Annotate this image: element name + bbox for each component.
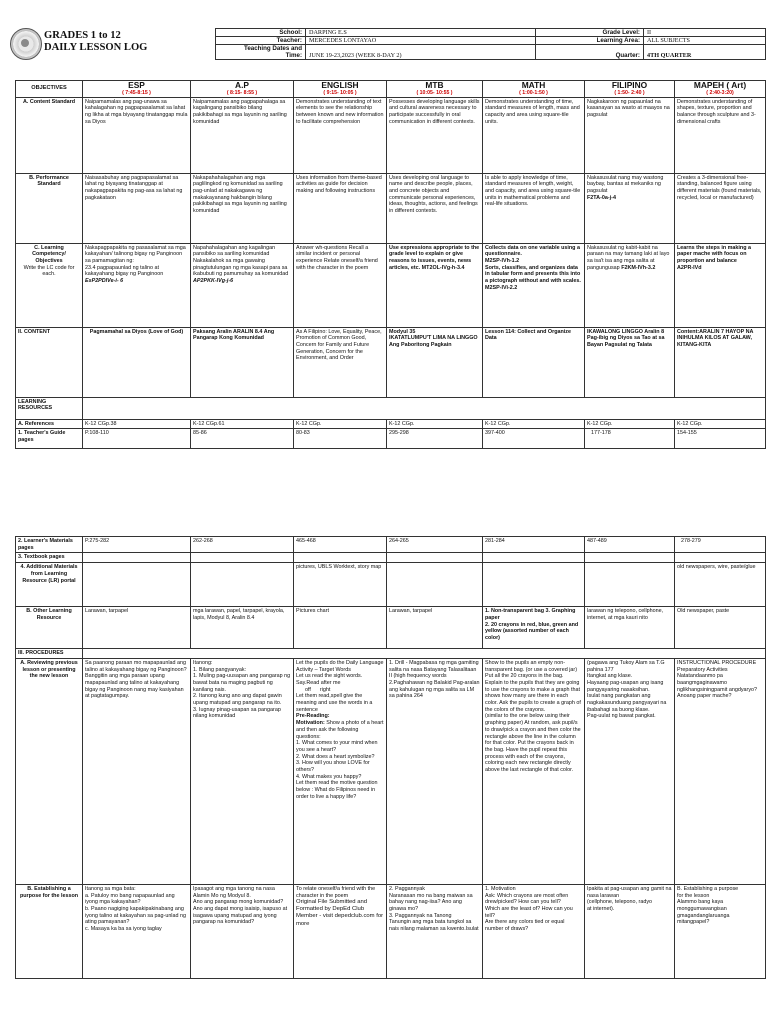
- other-resource-label: B. Other Learning Resource: [16, 607, 83, 649]
- cell-review-english: Let the pupils do the Daily Language Activity – Target Words Let us read the sight words. Say.Read after me off right Let them read,spell give the meaning and use the words in a sentence Pre-Reading: Motivation: Show a photo of a heart and then ask the following questions: 1. What comes to your mind when you see a heart? 2. What does a heart symbolize? 3. How will you show LOVE for others? 4. What makes you happy? Let them read the motive question below : What do Filipinos need in order to live a happy life?: [294, 658, 387, 884]
- time-math: ( 1:00-1:50 ): [483, 90, 585, 97]
- cell-tg-english: 80-83: [294, 429, 387, 449]
- cell-perf-std-filipino: Nakasusulat nang may wastong baybay, bantas at mekaniks ng pagsulat F2TA-0a-j-4: [585, 173, 675, 243]
- content-label: II. CONTENT: [16, 327, 83, 397]
- lesson-log-table: [15, 80, 766, 449]
- school-value: DARPING E.S: [306, 29, 536, 37]
- cell-content-std-mapeh: Demonstrates understanding of shapes, texture, proportion and balance through sculpture and 3-dimensional crafts: [675, 97, 766, 173]
- cell-perf-std-english: Uses information from theme-based activities as guide for decision making and following instructions: [294, 173, 387, 243]
- cell-tg-filipino: 177-178: [585, 429, 675, 449]
- learning-resources-label: LEARNING RESOURCES: [16, 397, 83, 419]
- cell-content-std-english: Demonstrates understanding of text elements to see the relationship between known and new information to facilitate comprehension: [294, 97, 387, 173]
- cell-purpose-esp: Itanong sa mga bata: a. Patuloy mo bang napapaunlad ang iyong mga kakayahan? b. Paano nagiging kapakipakinabang ang iyong talino at kakayahan sa pag-unlad ng ating pamayanan? c. Masaya ka ba sa iyong taglay: [83, 884, 191, 978]
- cell-perf-std-esp: Naisasabuhay ang pagpapasalamat sa lahat ng biyayang tinatanggap at nakapagpapakita ng pag-asa sa lahat ng pagkakataon: [83, 173, 191, 243]
- cell-perf-std-mtb: Uses developing oral language to name and describe people, places, and concrete objects and communicate personal experiences, ideas, thoughts, actions, and feelings in different contexts.: [387, 173, 483, 243]
- cell-content-ap: Paksang Aralin ARALIN 8.4 Ang Pangarap Kong Komunidad: [191, 327, 294, 397]
- cell-lm-mapeh: 278-279: [675, 537, 766, 553]
- subject-math: MATH: [483, 81, 585, 91]
- content-standard-label: A. Content Standard: [16, 97, 83, 173]
- cell-content-mtb: Modyul 35 IKATATLUMPU'T LIMA NA LINGGO Ang Paboritong Pagkain: [387, 327, 483, 397]
- cell-content-math: Lesson 114: Collect and Organize Data: [483, 327, 585, 397]
- title-grades: GRADES 1 to 12: [44, 30, 121, 41]
- cell-content-std-math: Demonstrates understanding of time, standard measures of length, mass and capacity and area using square-tile units.: [483, 97, 585, 173]
- cell-competency-esp: Nakapagpapakita ng pasasalamat sa mga kakayahan/ talinong bigay ng Panginoon sa pamamagitan ng: 23.4 pagpapaunlad ng talino at kakayahang bigay ng Panginoon EsP2PDIVe-i- 6: [83, 243, 191, 327]
- cell-tg-mapeh: 154-155: [675, 429, 766, 449]
- cell-ref-english: K-12 CGp.: [294, 419, 387, 429]
- cell-competency-english: Answer wh-questions Recall a similar incident or personal experience Relate oneself/a friend with the character in the poem: [294, 243, 387, 327]
- cell-add-math: [483, 563, 585, 607]
- cell-ref-filipino: K-12 CGp.: [585, 419, 675, 429]
- cell-purpose-mapeh: B. Establishing a purpose for the lesson Alammo bang kaya monggumawangisan gmagandanglaruanga mitangpapel?: [675, 884, 766, 978]
- subject-ap: A.P: [191, 81, 294, 91]
- cell-tb-esp: [83, 553, 191, 563]
- grade-label: Grade Level:: [536, 29, 644, 37]
- cell-content-std-filipino: Nagkakaroon ng papaunlad na kasanayan sa wasto at maayos na pagsulat: [585, 97, 675, 173]
- learners-materials-label: 2. Learner's Materials pages: [16, 537, 83, 553]
- cell-other-filipino: larawan ng telepono, cellphone, internet, at mga kauri nito: [585, 607, 675, 649]
- cell-tg-ap: 85-86: [191, 429, 294, 449]
- cell-review-mtb: 1. Drill - Magpabasa ng mga gamiting salita na nasa Batayang Talasalitaan II (high frequency words 2.Paghahawan ng Balakid Pag-aralan ang kahulugan ng mga salita sa LM sa pahina 264: [387, 658, 483, 884]
- cell-purpose-filipino: Ipakita at pag-usapan ang gamit na nasa larawan (cellphone, telepono, radyo at internet).: [585, 884, 675, 978]
- cell-lm-math: 281-284: [483, 537, 585, 553]
- performance-standard-label: B. Performance Standard: [16, 173, 83, 243]
- procedures-label: III. PROCEDURES: [16, 649, 83, 659]
- cell-tg-math: 397-400: [483, 429, 585, 449]
- cell-tb-mapeh: [675, 553, 766, 563]
- cell-other-ap: mga larawan, papel, tarpapel, krayola, lapis, Modyul 8, Aralin 8.4: [191, 607, 294, 649]
- cell-ref-mapeh: K-12 CGp.: [675, 419, 766, 429]
- dll-page-2: [0, 530, 768, 1024]
- cell-other-mapeh: Old newspaper, paste: [675, 607, 766, 649]
- cell-review-esp: Sa paanong paraan mo mapapaunlad ang talino at kakayahang bigay ng Panginoon? Banggitin ang mga paraan upang mapapaunlad ang talino at kakayahang bigay ng Panginoon nang may kasiyahan at pagtatagumpay.: [83, 658, 191, 884]
- cell-perf-std-mapeh: Creates a 3-dimensional free-standing, balanced figure using different materials (found materials, recycled, local or manufactured): [675, 173, 766, 243]
- cell-competency-math: Collects data on one variable using a questionnaire. M2SP-IVh-1.2 Sorts, classifies, and organizes data in tabular form and presents this into a pictograph without and with scales. M2SP-IVi-2.2: [483, 243, 585, 327]
- cell-content-esp: Pagmamahal sa Diyos (Love of God): [83, 327, 191, 397]
- cell-tg-mtb: 295-298: [387, 429, 483, 449]
- quarter-value: 4TH QUARTER: [644, 45, 766, 60]
- teachers-guide-label: 1. Teacher's Guide pages: [16, 429, 83, 449]
- depedclub-note: Original File Submitted and Formatted by DepEd Club Member - visit depedclub.com for more: [296, 899, 384, 927]
- lesson-log-table-continued: [15, 536, 766, 979]
- subject-mapeh: MAPEH ( Art): [675, 81, 766, 91]
- cell-other-mtb: Larawan, tarpapel: [387, 607, 483, 649]
- cell-ref-mtb: K-12 CGp.: [387, 419, 483, 429]
- references-label: A. References: [16, 419, 83, 429]
- cell-competency-filipino: Nakasusulat ng kabit-kabit na paraan na may tamang laki at layo sa isa't isa ang mga salita at pangungusap F2KM-IVh-3.2: [585, 243, 675, 327]
- cell-review-ap: Itanong: 1. Bilang pangyanyak: 1. Muling pag-uusapan ang pangarap ng bawat bata na maging pagbuti ng kanilang nais. 2. Itanong kung ano ang dapat gawin upang matupad ang pangarap na ito. 3. Iugnay pinag-usapan sa pangarap nilang komunidad: [191, 658, 294, 884]
- grade-value: II: [644, 29, 766, 37]
- time-filipino: ( 1:50- 2:40 ): [585, 90, 675, 97]
- cell-add-english: pictures, UBLS Worktext, story map: [294, 563, 387, 607]
- cell-ref-math: K-12 CGp.: [483, 419, 585, 429]
- objectives-label: OBJECTIVES: [16, 81, 83, 98]
- cell-tb-english: [294, 553, 387, 563]
- cell-add-filipino: [585, 563, 675, 607]
- cell-tb-mtb: [387, 553, 483, 563]
- dates-value: JUNE 19-23,2023 (WEEK 8-DAY 2): [306, 45, 536, 60]
- cell-perf-std-math: Is able to apply knowledge of time, standard measures of length, weight, and capacity, and area using square-tile units in mathematical problems and real-life situations.: [483, 173, 585, 243]
- cell-purpose-ap: Ipasagot ang mga tanong na nasa Alamin Mo ng Modyul 8. Ano ang pangarap mong komunidad? Ano ang dapat mong isaisip, isapuso at isagawa upang matupad ang iyong pangarap na komunidad?: [191, 884, 294, 978]
- subject-filipino: FILIPINO: [585, 81, 675, 91]
- time-ap: ( 8:15- 8:55 ): [191, 90, 294, 97]
- cell-add-mtb: [387, 563, 483, 607]
- cell-tg-esp: P.108-110: [83, 429, 191, 449]
- school-label: School:: [216, 29, 306, 37]
- cell-purpose-mtb: 2. Paggannyak Naranasan mo na bang maiwan sa bahay nang nag-iisa? Ano ang ginawa mo? 3. Paggannyak na Tanong Tanungin ang mga bata tungkol sa nais nilang malaman sa kwento.Isulat: [387, 884, 483, 978]
- cell-other-math: 1. Non-transparent bag 3. Graphing paper 2. 20 crayons in red, blue, green and yellow (assorted number of each color): [483, 607, 585, 649]
- cell-review-mapeh: INSTRUCTIONAL PROCEDURE Preparatory Activities Natatandaanmo pa baangmgaginawamo nglikhangsiningpamit angdyaryo? Anoang paper mache?: [675, 658, 766, 884]
- cell-ref-esp: K-12 CGp.38: [83, 419, 191, 429]
- cell-content-std-ap: Naipamamalas ang pagpapahalaga sa kagalingang pansibiko bilang pakikibahagi sa mga layunin ng sariling komunidad: [191, 97, 294, 173]
- cell-content-std-esp: Naipamamalas ang pag-unawa sa kahalagahan ng pagpapasalamat sa lahat ng likha at mga biyayang tinatanggap mula sa Diyos: [83, 97, 191, 173]
- textbook-label: 3. Textbook pages: [16, 553, 83, 563]
- cell-content-std-mtb: Possesses developing language skills and cultural awareness necessary to participate successfully in oral communication in different contexts.: [387, 97, 483, 173]
- cell-tb-ap: [191, 553, 294, 563]
- cell-content-mapeh: Content:ARALIN 7 HAYOP NA INIHULMA KILOS AT GALAW, KITANG-KITA: [675, 327, 766, 397]
- cell-lm-filipino: 487-489: [585, 537, 675, 553]
- cell-perf-std-ap: Nakapahahalagahan ang mga paglilingkod ng komunidad sa sariling pag-unlad at nakakagawa ng makakayanang hakbangin bilang pakikibahagi sa mga layunin ng sariling komunidad: [191, 173, 294, 243]
- cell-ref-ap: K-12 CGp.61: [191, 419, 294, 429]
- deped-seal-icon: [10, 28, 42, 60]
- dll-page-1: [0, 0, 768, 472]
- quarter-label: Quarter:: [536, 45, 644, 60]
- cell-competency-mtb: Use expressions appropriate to the grade level to explain or give reasons to issues, events, news articles, etc. MT2OL-IVg-h-3.4: [387, 243, 483, 327]
- cell-review-math: Show to the pupils an empty non-transparent bag. (or use a covered jar) Put all the 20 crayons in the bag. Explain to the pupils that they are going to use the crayons to make a graph that shows how many are there in each color. Ask the pupils to create a graph of the colors of the crayons. (similar to the one below using their graphing paper) At random, ask pupil/s to draw/pick a crayon and then color the rectangle above the line in the column for that color. Put the crayons back in the bag. Have the pupil repeat this process with each of the crayons, coloring each new rectangle directly above the last rectangle of that color.: [483, 658, 585, 884]
- cell-content-filipino: IKAWALONG LINGGO Aralin 8 Pag-ibig ng Diyos sa Tao at sa Bayan Pagsulat ng Talata: [585, 327, 675, 397]
- teacher-value: MERCEDES LONTAYAO: [306, 37, 536, 45]
- cell-lm-english: 465-468: [294, 537, 387, 553]
- teacher-label: Teacher:: [216, 37, 306, 45]
- cell-add-esp: [83, 563, 191, 607]
- cell-learning-resources: [83, 397, 766, 419]
- cell-competency-mapeh: Learns the steps in making a paper mache with focus on proportion and balance A2PR-IVd: [675, 243, 766, 327]
- cell-lm-esp: P.275-282: [83, 537, 191, 553]
- cell-tb-filipino: [585, 553, 675, 563]
- cell-add-ap: [191, 563, 294, 607]
- dates-label: Teaching Dates and Time:: [216, 45, 306, 60]
- time-english: ( 9:15- 10:05 ): [294, 90, 387, 97]
- subject-esp: ESP: [83, 81, 191, 91]
- cell-lm-ap: 262-268: [191, 537, 294, 553]
- area-label: Learning Area:: [536, 37, 644, 45]
- cell-tb-math: [483, 553, 585, 563]
- subject-mtb: MTB: [387, 81, 483, 91]
- title-dll: DAILY LESSON LOG: [44, 42, 148, 53]
- reviewing-label: A. Reviewing previous lesson or presenting the new lesson: [16, 658, 83, 884]
- area-value: ALL SUBJECTS: [644, 37, 766, 45]
- cell-other-english: Pictures chart: [294, 607, 387, 649]
- time-esp: ( 7:45-8:15 ): [83, 90, 191, 97]
- subject-english: ENGLISH: [294, 81, 387, 91]
- competency-label: C. Learning Competency/ Objectives Write the LC code for each.: [16, 243, 83, 327]
- header-info-table: [215, 28, 766, 60]
- cell-review-filipino: (pagawa ang Tukoy Alam sa T.G pahina 177 Itangkat ang klase. Hayaang pag-usapan ang isang pangyayaring nasaksihan. Isulat nang pangkatan ang nagkakasunduang pangyayari na ibabahagi sa buong klase. Pag-uulat ng bawat pangkat.: [585, 658, 675, 884]
- cell-purpose-math: 1. Motivation Ask: Which crayons are most often drew/picked? How can you tell? Which are the least of? How can you tell? Are there any colors tied or equal number of draws?: [483, 884, 585, 978]
- cell-add-mapeh: old newspapers, wire, paste/glue: [675, 563, 766, 607]
- purpose-label: B. Establishing a purpose for the lesson: [16, 884, 83, 978]
- cell-procedures: [83, 649, 766, 659]
- time-mapeh: ( 2:40-3:20): [675, 90, 766, 97]
- additional-materials-label: 4. Additional Materials from Learning Resource (LR) portal: [16, 563, 83, 607]
- cell-purpose-english: To relate oneself/a friend with the character in the poem Original File Submitted and Formatted by DepEd Club Member - visit depedclub.com for more: [294, 884, 387, 978]
- cell-lm-mtb: 264-265: [387, 537, 483, 553]
- time-mtb: ( 10:05- 10:55 ): [387, 90, 483, 97]
- cell-competency-ap: Napahahalagahan ang kagalingan pansibiko sa sariling komunidad Nakakalahok sa mga gawaing pinagtutulungan ng mga kasapi para sa ikabubuti ng pamumuhay sa komunidad AP2PKK-IVg-j-6: [191, 243, 294, 327]
- cell-content-english: As A Filipino: Love, Equality, Peace, Promotion of Common Good, Concern for Family and Future Generation, Concern for the Environment, and Order: [294, 327, 387, 397]
- cell-other-esp: Larawan, tarpapel: [83, 607, 191, 649]
